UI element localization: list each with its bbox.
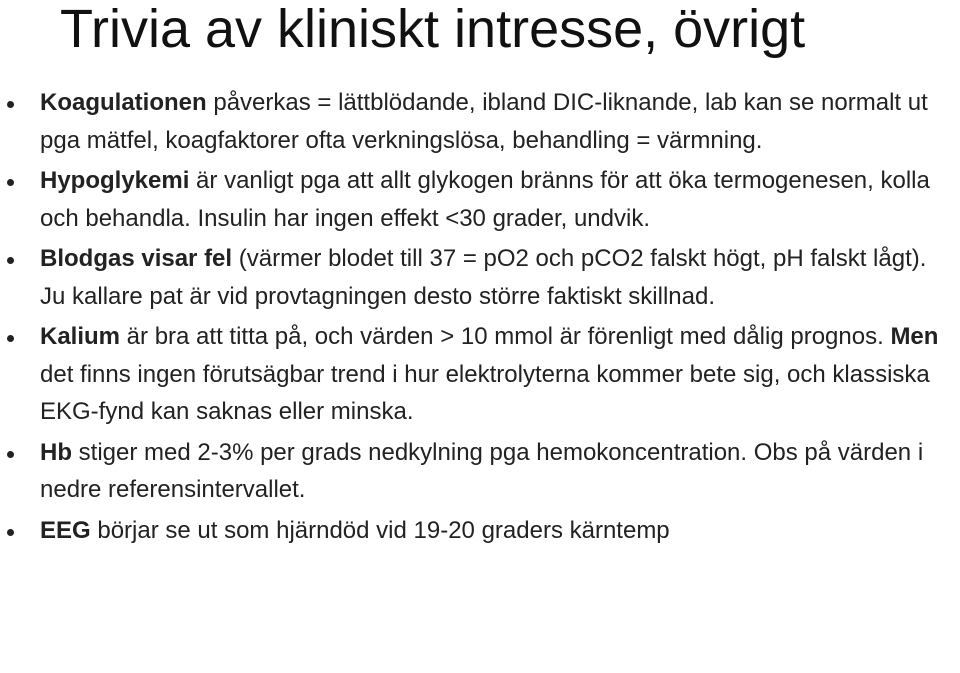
bullet-item-eeg [0, 512, 960, 550]
bullet-text: är vanligt pga att allt glykogen bränns för att öka termogenesen, kolla och behandla. Insulin har ingen effekt <30 grader, undvik. [40, 167, 930, 232]
bullet-text: är bra att titta på, och värden > 10 mmol är förenligt med dålig prognos. [120, 323, 891, 350]
bullet-dot-icon [7, 529, 14, 536]
bullet-dot-icon [7, 101, 14, 108]
bullet-text: (värmer blodet till 37 = pO2 och pCO2 falskt högt, pH falskt lågt). Ju kallare pat är vid provtagningen desto större faktiskt skillnad. [40, 245, 927, 310]
bullet-text: påverkas = lättblödande, ibland DIC-liknande, lab kan se normalt ut pga mätfel, koagfaktorer ofta verkningslösa, behandling = värmning. [40, 89, 928, 154]
bullet-item-hb [0, 434, 960, 509]
bullet-keyword: Kalium [40, 323, 121, 350]
bullet-dot-icon [7, 179, 14, 186]
bullet-keyword: Blodgas visar fel [40, 245, 233, 272]
slide-title: Trivia av kliniskt intresse, övrigt [60, 0, 806, 59]
bullet-text: stiger med 2-3% per grads nedkylning pga hemokoncentration. Obs på värden i nedre referensintervallet. [40, 438, 924, 503]
bullet-item-koagulation [0, 84, 960, 159]
bullet-item-hypoglykemi [0, 162, 960, 237]
bullet-text-secondary: det finns ingen förutsägbar trend i hur elektrolyterna kommer bete sig, och klassiska EKG-fynd kan saknas eller minska. [40, 360, 930, 425]
bullet-keyword: Hb [40, 438, 72, 466]
bullet-dot-icon [7, 257, 14, 264]
bullet-keyword: Hypoglykemi [40, 167, 190, 194]
bullet-keyword-secondary: Men [890, 323, 939, 350]
bullet-item-kalium [0, 318, 960, 431]
bullet-keyword: EEG [40, 516, 91, 544]
bullet-keyword: Koagulationen [40, 89, 207, 116]
bullet-item-blodgas [0, 240, 960, 315]
bullet-list [0, 84, 960, 549]
bullet-text: börjar se ut som hjärndöd vid 19-20 graders kärntemp [90, 516, 670, 544]
bullet-dot-icon [7, 335, 14, 342]
bullet-dot-icon [7, 451, 14, 458]
